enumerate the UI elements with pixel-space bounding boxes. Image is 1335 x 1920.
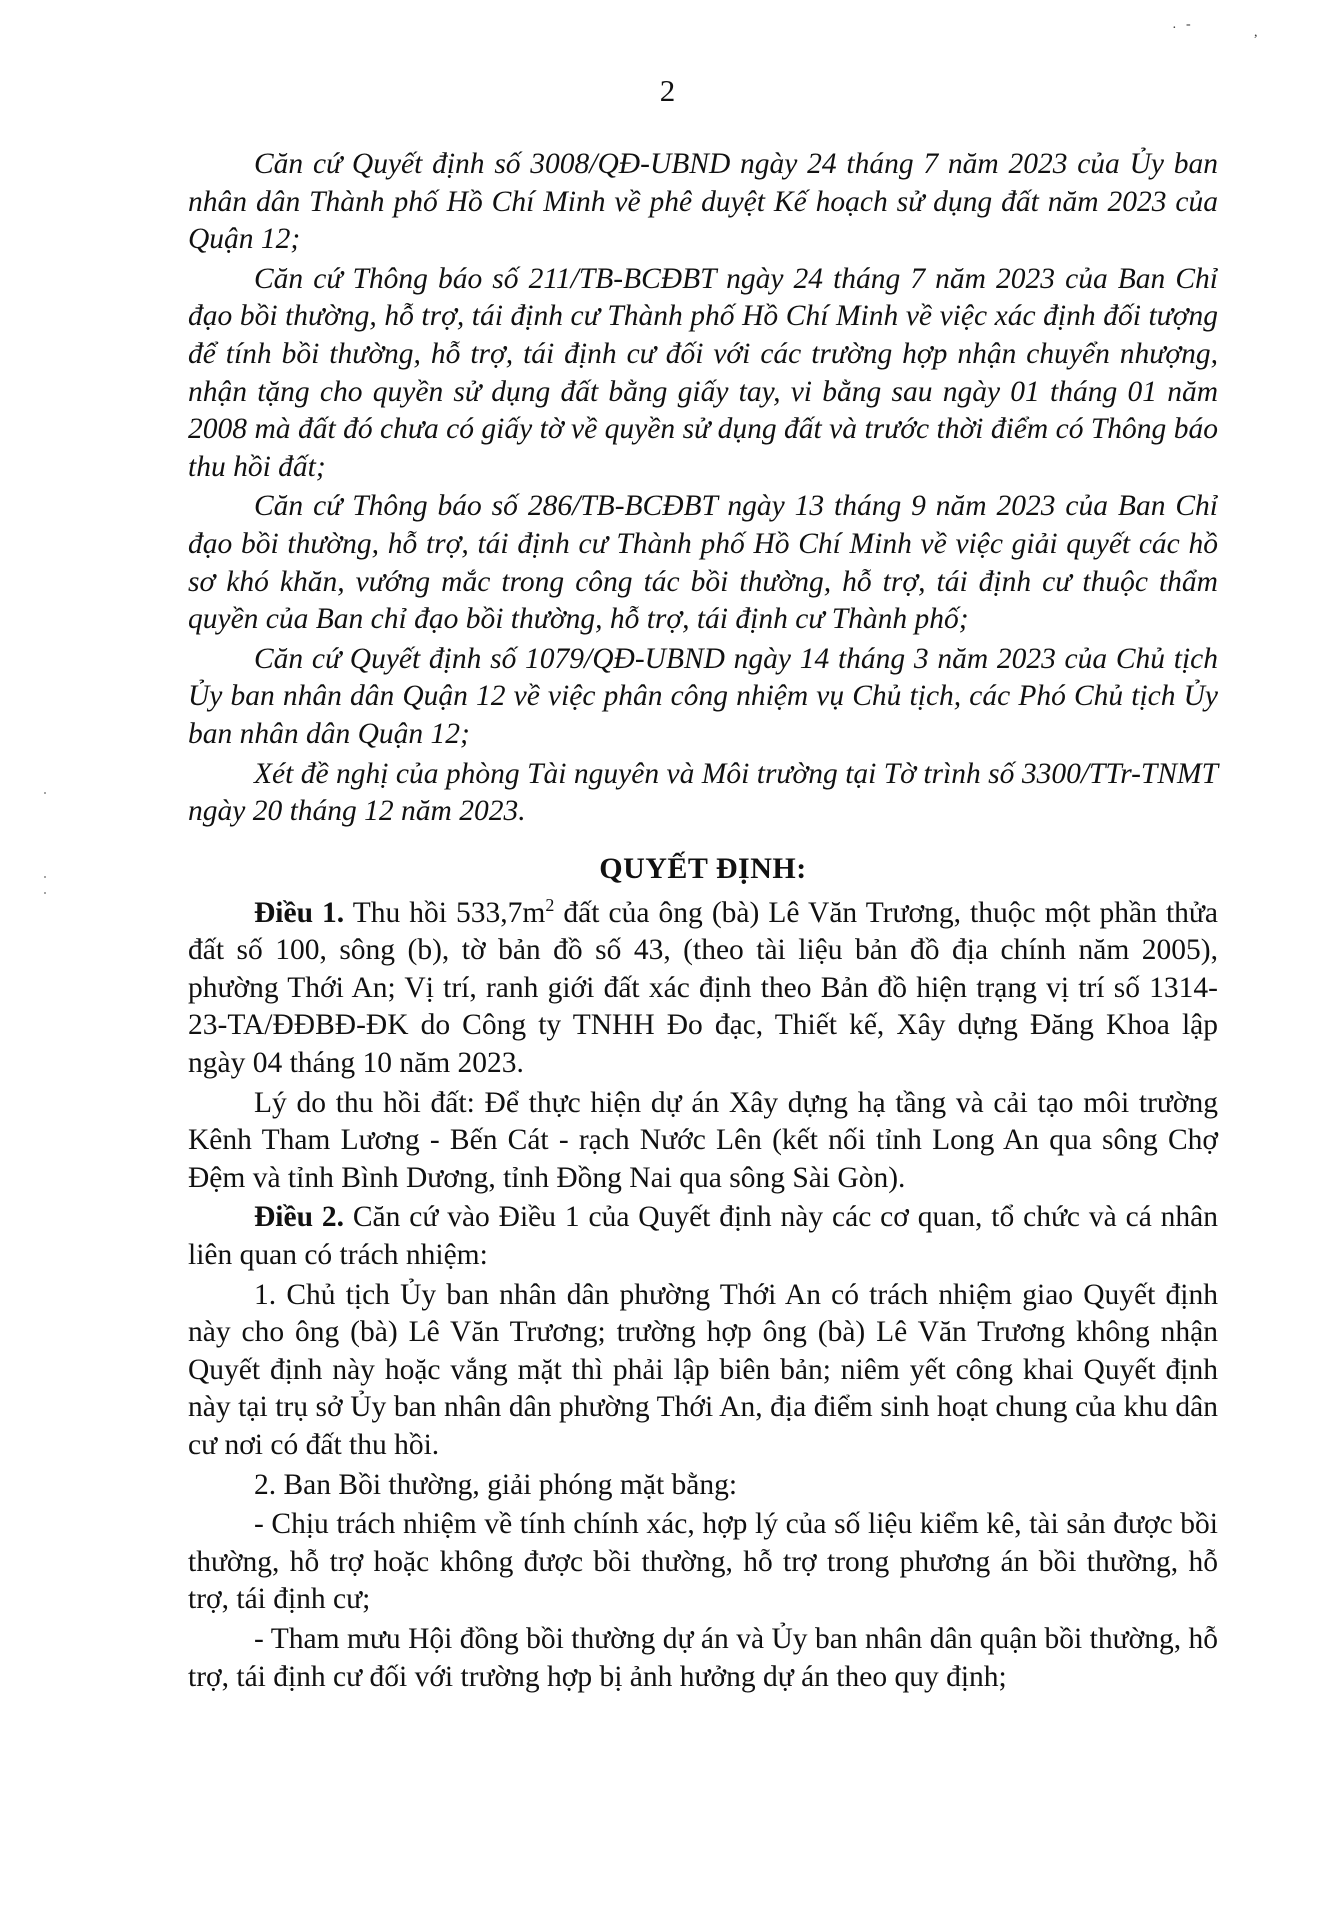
article-1-text-a: Thu hồi 533,7m bbox=[344, 896, 546, 929]
responsibility-item: 1. Chủ tịch Ủy ban nhân dân phường Thới An có trách nhiệm giao Quyết định này cho ông (bà) Lê Văn Trương; trường hợp ông (bà) Lê Văn Trương không nhận Quyết định này hoặc vắng mặt thì phải lập biên bản; niêm yết công khai Quyết định này tại trụ sở Ủy ban nhân dân phường Thới An, địa điểm sinh hoạt chung của khu dân cư nơi có đất thu hồi. bbox=[188, 1278, 1218, 1461]
article-1-superscript: 2 bbox=[545, 894, 555, 915]
scan-speck: - bbox=[1186, 17, 1191, 32]
legal-basis-paragraph: Căn cứ Quyết định số 1079/QĐ-UBND ngày 14 tháng 3 năm 2023 của Chủ tịch Ủy ban nhân dân Quận 12 về việc phân công nhiệm vụ Chủ tịch, các Phó Chủ tịch Ủy ban nhân dân Quận 12; bbox=[188, 642, 1218, 750]
article-2 bbox=[188, 1199, 1218, 1274]
article-2-text: Căn cứ vào Điều 1 của Quyết định này các cơ quan, tổ chức và cá nhân liên quan có trách nhiệm: bbox=[188, 1201, 1218, 1272]
proposal-paragraph: Xét đề nghị của phòng Tài nguyên và Môi trường tại Tờ trình số 3300/TTr-TNMT ngày 20 tháng 12 năm 2023. bbox=[188, 757, 1218, 828]
reason-paragraph: Lý do thu hồi đất: Để thực hiện dự án Xây dựng hạ tầng và cải tạo môi trường Kênh Tham Lương - Bến Cát - rạch Nước Lên (kết nối tỉnh Long An qua sông Chợ Đệm và tỉnh Bình Dương, tỉnh Đồng Nai qua sông Sài Gòn). bbox=[188, 1086, 1218, 1194]
scan-speck bbox=[44, 892, 46, 894]
document-body bbox=[188, 146, 1218, 1698]
responsibility-item: - Tham mưu Hội đồng bồi thường dự án và Ủy ban nhân dân quận bồi thường, hỗ trợ, tái định cư đối với trường hợp bị ảnh hưởng dự án theo quy định; bbox=[188, 1622, 1218, 1693]
scan-speck: · bbox=[1172, 21, 1177, 36]
article-1 bbox=[188, 895, 1218, 1083]
scan-speck: , bbox=[1254, 25, 1258, 40]
scan-speck bbox=[44, 876, 46, 878]
legal-basis-paragraph: Căn cứ Thông báo số 286/TB-BCĐBT ngày 13 tháng 9 năm 2023 của Ban Chỉ đạo bồi thường, hỗ trợ, tái định cư Thành phố Hồ Chí Minh về việc giải quyết các hồ sơ khó khăn, vướng mắc trong công tác bồi thường, hỗ trợ, tái định cư thuộc thẩm quyền của Ban chỉ đạo bồi thường, hỗ trợ, tái định cư Thành phố; bbox=[188, 490, 1218, 636]
responsibility-item: - Chịu trách nhiệm về tính chính xác, hợp lý của số liệu kiểm kê, tài sản được bồi thường, hỗ trợ hoặc không được bồi thường, hỗ trợ trong phương án bồi thường, hỗ trợ, tái định cư; bbox=[188, 1508, 1218, 1616]
decision-heading: QUYẾT ĐỊNH: bbox=[599, 851, 807, 885]
legal-basis-paragraph: Căn cứ Quyết định số 3008/QĐ-UBND ngày 24 tháng 7 năm 2023 của Ủy ban nhân dân Thành phố Hồ Chí Minh về phê duyệt Kế hoạch sử dụng đất năm 2023 của Quận 12; bbox=[188, 148, 1218, 256]
page-number: 2 bbox=[659, 73, 676, 108]
responsibility-item: 2. Ban Bồi thường, giải phóng mặt bằng: bbox=[254, 1468, 738, 1501]
article-2-label: Điều 2. bbox=[254, 1201, 344, 1234]
article-1-text-b: đất của ông (bà) Lê Văn Trương, thuộc một phần thửa đất số 100, sông (b), tờ bản đồ số 43, (theo tài liệu bản đồ địa chính năm 2005), phường Thới An; Vị trí, ranh giới đất xác định theo Bản đồ hiện trạng vị trí số 1314-23-TA/ĐĐBĐ-ĐK do Công ty TNHH Đo đạc, Thiết kế, Xây dựng Đăng Khoa lập ngày 04 tháng 10 năm 2023. bbox=[188, 896, 1218, 1080]
legal-basis-paragraph: Căn cứ Thông báo số 211/TB-BCĐBT ngày 24 tháng 7 năm 2023 của Ban Chỉ đạo bồi thường, hỗ trợ, tái định cư Thành phố Hồ Chí Minh về việc xác định đối tượng để tính bồi thường, hỗ trợ, tái định cư đối với các trường hợp nhận chuyển nhượng, nhận tặng cho quyền sử dụng đất bằng giấy tay, vi bằng sau ngày 01 tháng 01 năm 2008 mà đất đó chưa có giấy tờ về quyền sử dụng đất và trước thời điểm có Thông báo thu hồi đất; bbox=[188, 262, 1218, 483]
article-1-label: Điều 1. bbox=[254, 896, 345, 929]
scan-speck bbox=[44, 792, 46, 794]
